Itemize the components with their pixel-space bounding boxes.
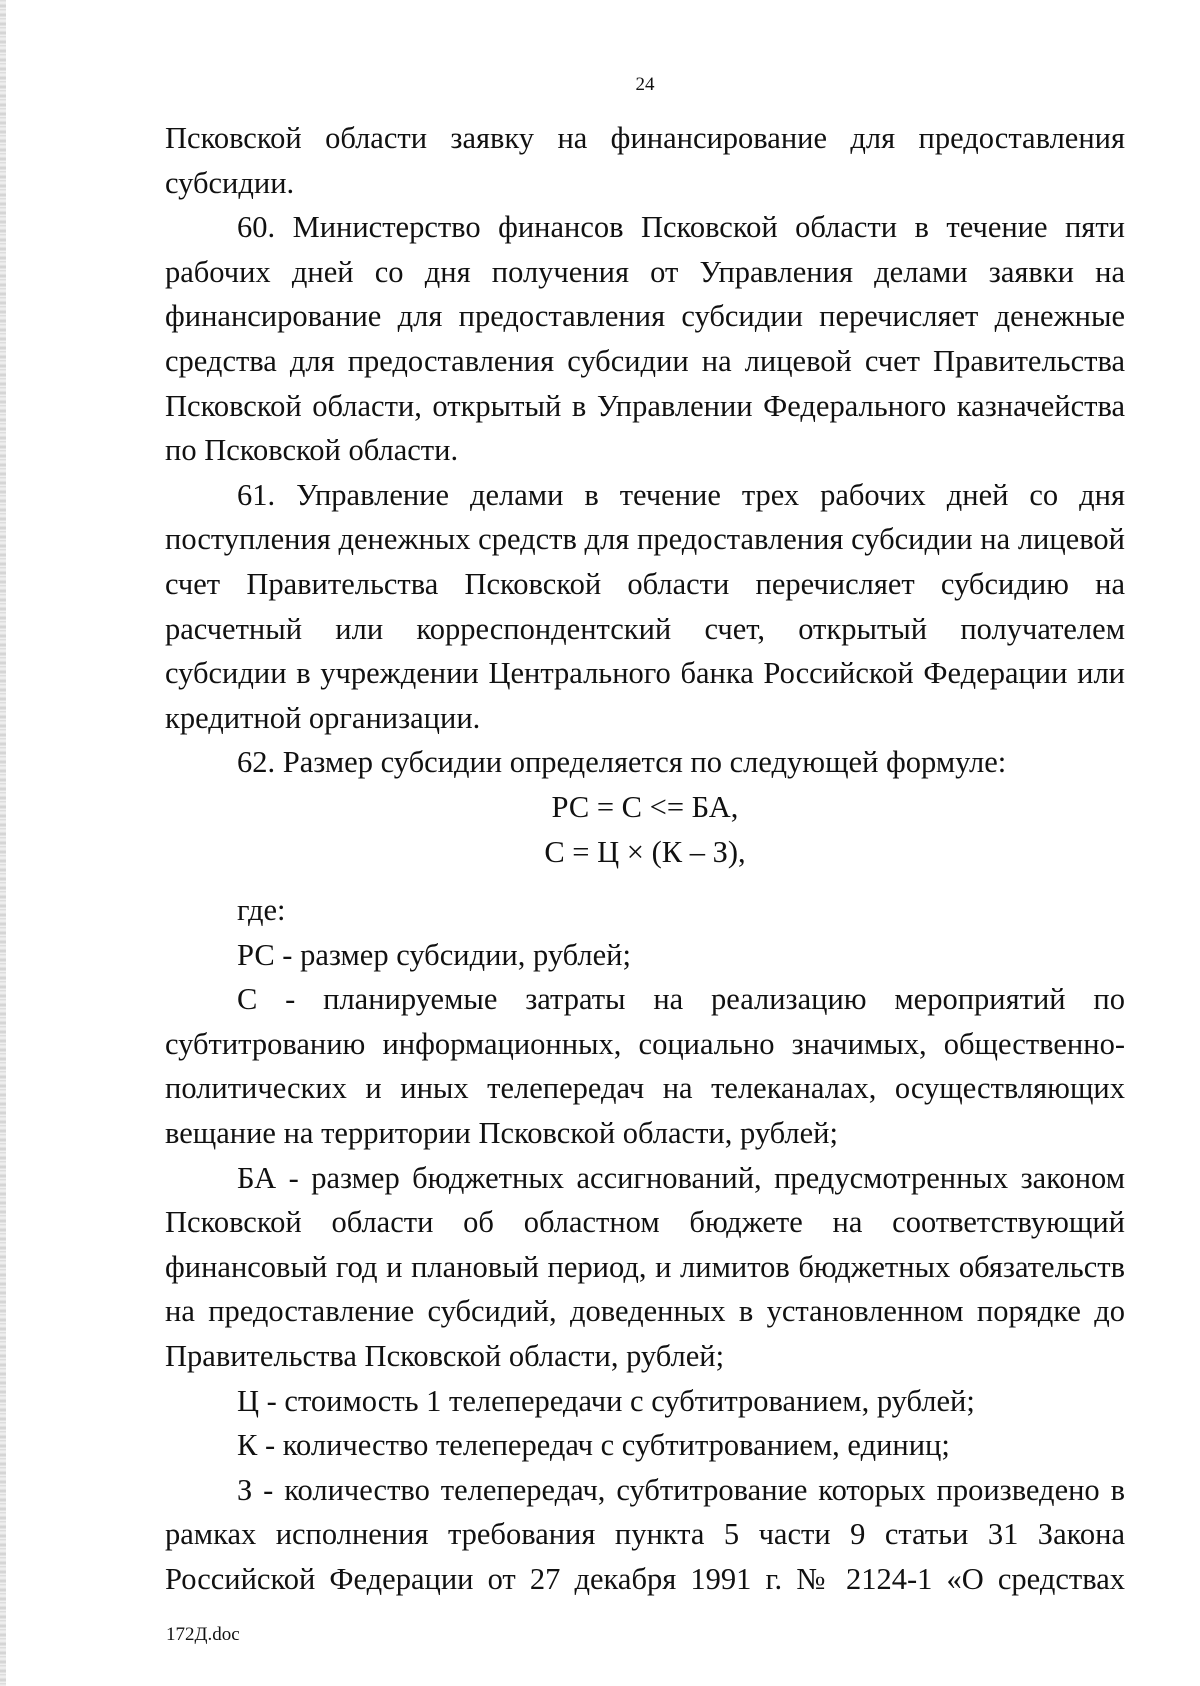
definition-c: С - планируемые затраты на реализацию мероприятий по субтитрованию информационных, социально значимых, общественно-политических и иных телепередач на телеканалах, осуществляющих вещание на территории Псковской области, рублей; (165, 982, 1125, 1151)
page-number: 24 (635, 74, 655, 95)
paragraph-60: 60. Министерство финансов Псковской области в течение пяти рабочих дней со дня получения от Управления делами заявки на финансирование для предоставления субсидии перечисляет денежные средства для предоставления субсидии на лицевой счет Правительства Псковской области, открытый в Управлении Федерального казначейства по Псковской области. (165, 210, 1125, 468)
paragraph-62: 62. Размер субсидии определяется по следующей формуле: (237, 745, 1007, 780)
formula-line-2: С = Ц × (К – З), (544, 834, 746, 869)
definition-ts: Ц - стоимость 1 телепередачи с субтитрованием, рублей; (237, 1383, 975, 1418)
definition-z: З - количество телепередач, субтитрование которых произведено в рамках исполнения требования пункта 5 части 9 статьи 31 Закона Российской Федерации от 27 декабря 1991 г. № 2124-1 «О средствах (165, 1472, 1125, 1596)
document-body (165, 116, 1125, 1602)
definition-ba: БА - размер бюджетных ассигнований, предусмотренных законом Псковской области об областном бюджете на соответствующий финансовый год и плановый период, и лимитов бюджетных обязательств на предоставление субсидий, доведенных в установленном порядке до Правительства Псковской области, рублей; (165, 1160, 1125, 1374)
formula-line-1: РС = С <= БА, (551, 789, 739, 824)
scan-edge (0, 0, 6, 1686)
where-label: где: (237, 893, 286, 928)
paragraph-61: 61. Управление делами в течение трех рабочих дней со дня поступления денежных средств для предоставления субсидии на лицевой счет Правительства Псковской области перечисляет субсидию на расчетный или корреспондентский счет, открытый получателем субсидии в учреждении Центрального банка Российской Федерации или кредитной организации. (165, 477, 1125, 735)
definition-rs: РС - размер субсидии, рублей; (237, 937, 631, 972)
paragraph-continuation: Псковской области заявку на финансирование для предоставления субсидии. (165, 121, 1125, 200)
formula-block (165, 785, 1125, 874)
footer-filename: 172Д.doc (166, 1624, 240, 1645)
definition-k: К - количество телепередач с субтитрованием, единиц; (237, 1428, 950, 1463)
